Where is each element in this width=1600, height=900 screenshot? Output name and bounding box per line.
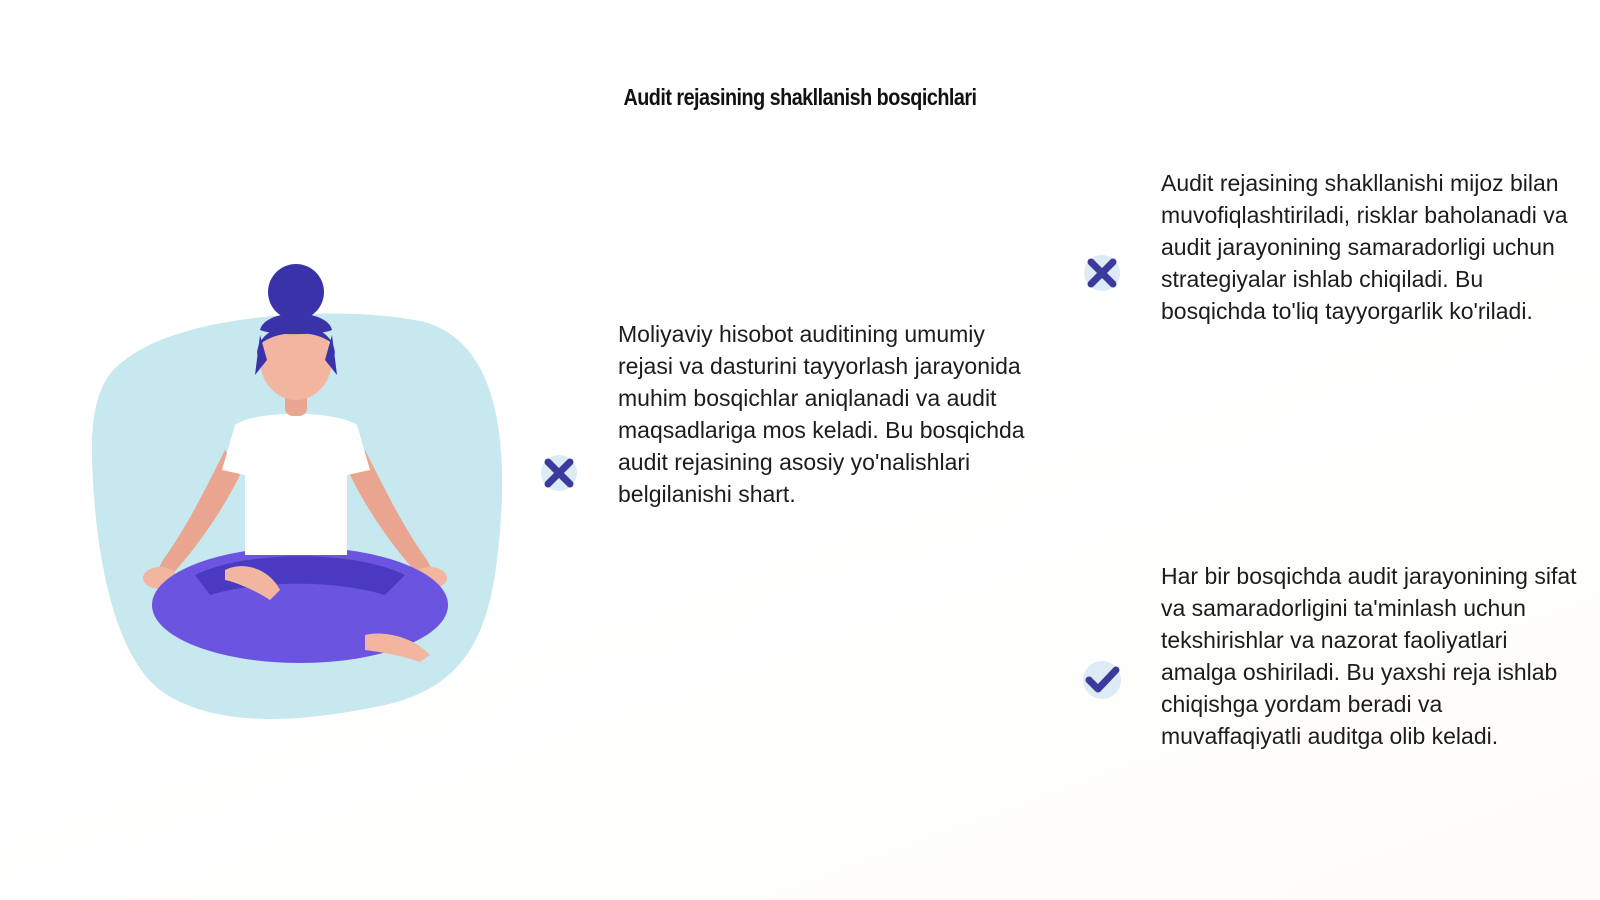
checkmark-icon [1080, 658, 1124, 702]
step-text-1: Moliyaviy hisobot auditining umumiy rejasi va dasturini tayyorlash jarayonida muhim bosqichlar aniqlanadi va audit maqsadlariga mos keladi. Bu bosqichda audit rejasining asosiy yo'nalishlari belgilanishi shart. [618, 321, 1025, 507]
cross-icon [1080, 251, 1124, 295]
slide-title: Audit rejasining shakllanish bosqichlari [623, 84, 977, 110]
meditating-woman-icon [85, 260, 515, 740]
step-text-3: Har bir bosqichda audit jarayonining sifat va samaradorligini ta'minlash uchun tekshirishlar va nazorat faoliyatlari amalga oshiriladi. Bu yaxshi reja ishlab chiqishga yordam beradi va muvaffaqiyatli auditga olib keladi. [1161, 563, 1577, 749]
cross-icon [537, 451, 581, 495]
step-text-2: Audit rejasining shakllanishi mijoz bilan muvofiqlashtiriladi, risklar baholanadi va audit jarayonining samaradorligi uchun strategiyalar ishlab chiqiladi. Bu bosqichda to'liq tayyorgarlik ko'riladi. [1161, 170, 1568, 324]
